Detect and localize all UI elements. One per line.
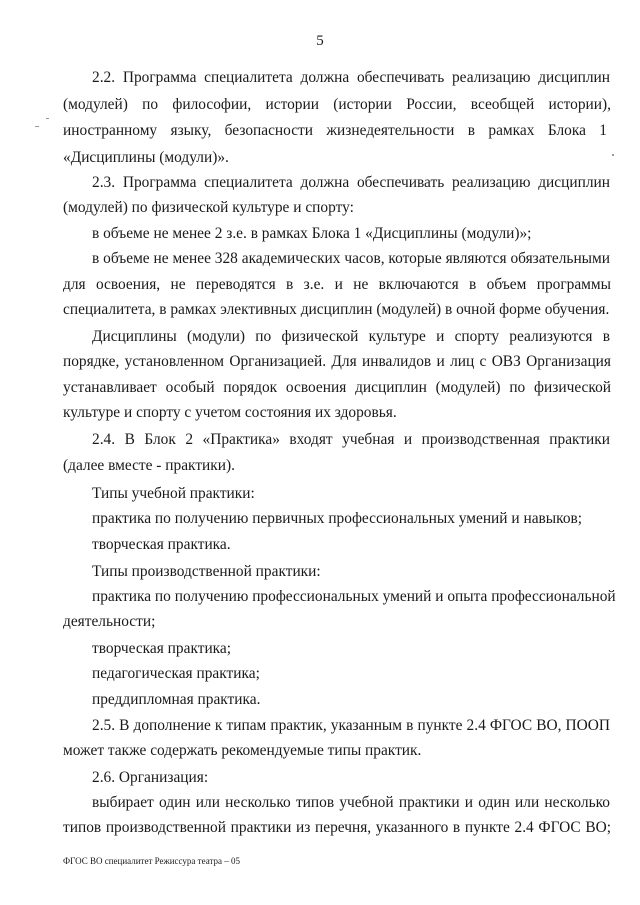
text-line: (модулей) по физической культуре и спорту: xyxy=(63,199,354,216)
text-line: (далее вместе - практики). xyxy=(63,457,235,474)
footer: ФГОС ВО специалитет Режиссура театра – 05 xyxy=(63,856,241,866)
text-line: практика по получению первичных профессиональных умений и навыков; xyxy=(92,510,583,527)
text-line: 2.4. В Блок 2 «Практика» входят учебная и производственная практики xyxy=(92,431,610,448)
text-line: практика по получению профессиональных умений и опыта профессиональной xyxy=(92,588,616,605)
text-line: для освоения, не переводятся в з.е. и не включаются в объем программы xyxy=(63,276,611,293)
text-line: «Дисциплины (модули)». xyxy=(63,149,229,166)
text-line: 2.6. Организация: xyxy=(92,769,209,786)
text-line: педагогическая практика; xyxy=(92,665,260,682)
text-line: может также содержать рекомендуемые типы практик. xyxy=(63,742,422,759)
text-line: Дисциплины (модули) по физической культуре и спорту реализуются в xyxy=(92,328,610,345)
text-line: 2.2. Программа специалитета должна обеспечивать реализацию дисциплин xyxy=(92,69,610,86)
text-line: преддипломная практика. xyxy=(92,691,261,708)
text-line: выбирает один или несколько типов учебной практики и один или несколько xyxy=(92,794,610,811)
text-line: Типы учебной практики: xyxy=(92,485,255,502)
text-line: типов производственной практики из перечня, указанного в пункте 2.4 ФГОС ВО; xyxy=(63,819,611,836)
text-line: деятельности; xyxy=(63,613,156,630)
text-line: в объеме не менее 2 з.е. в рамках Блока 1 «Дисциплины (модули)»; xyxy=(92,225,532,242)
scan-speck xyxy=(35,126,39,127)
text-line: 2.3. Программа специалитета должна обеспечивать реализацию дисциплин xyxy=(92,174,610,191)
text-line: (модулей) по философии, истории (истории России, всеобщей истории), xyxy=(63,96,611,113)
page-number: 5 xyxy=(316,33,324,49)
text-line: специалитета, в рамках элективных дисциплин (модулей) в очной форме обучения. xyxy=(63,301,610,318)
text-line: Типы производственной практики: xyxy=(92,563,321,580)
text-line: творческая практика. xyxy=(92,536,231,553)
text-line: устанавливает особый порядок освоения дисциплин (модулей) по физической xyxy=(63,379,611,396)
text-line: культуре и спорту с учетом состояния их здоровья. xyxy=(63,404,397,421)
text-line: порядке, установленном Организацией. Для инвалидов и лиц с ОВЗ Организация xyxy=(63,353,611,370)
scan-speck xyxy=(612,154,614,156)
text-line: творческая практика; xyxy=(92,640,232,657)
text-line: 2.5. В дополнение к типам практик, указанным в пункте 2.4 ФГОС ВО, ПООП xyxy=(92,717,610,734)
scan-speck xyxy=(46,118,49,119)
text-line: в объеме не менее 328 академических часов, которые являются обязательными xyxy=(92,250,610,267)
text-line: иностранному языку, безопасности жизнедеятельности в рамках Блока 1 xyxy=(63,122,607,139)
